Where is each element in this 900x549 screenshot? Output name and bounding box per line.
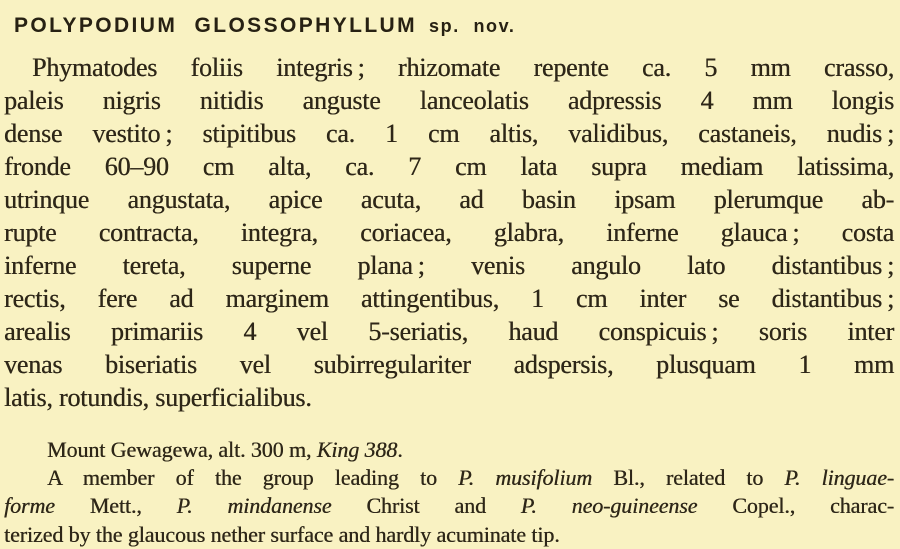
text-line	[4, 464, 894, 492]
text-segment: arealis primariis 4 vel 5-seriatis, haud conspicuis ; soris inter	[4, 317, 894, 346]
text-line	[4, 282, 894, 315]
text-segment: fronde 60–90 cm alta, ca. 7 cm lata supra mediam latissima,	[4, 152, 894, 181]
text-segment: terized by the glaucous nether surface and hardly acuminate tip.	[4, 521, 560, 547]
species-heading	[14, 8, 894, 39]
text-line	[4, 492, 894, 520]
italic-text-segment: P. neo-guineense	[520, 493, 698, 519]
text-line	[4, 183, 894, 216]
text-segment: Copel., charac-	[697, 493, 894, 519]
text-segment: .	[397, 437, 403, 462]
latin-diagnosis-paragraph	[4, 51, 894, 414]
text-line	[4, 150, 894, 183]
text-segment: A member of the group leading to	[47, 465, 459, 491]
text-line	[4, 117, 894, 150]
text-segment: Christ and	[331, 493, 521, 519]
italic-text-segment: King 388	[316, 437, 398, 462]
italic-text-segment: P. mindanense	[176, 493, 332, 519]
text-segment: latis, rotundis, superficialibus.	[4, 383, 312, 412]
text-segment: paleis nigris nitidis anguste lanceolatis adpressis 4 mm longis	[4, 86, 894, 115]
text-line	[4, 521, 894, 549]
text-segment: Mount Gewagewa, alt. 300 m,	[47, 437, 317, 462]
text-segment: Mett.,	[54, 493, 177, 519]
text-segment: utrinque angustata, apice acuta, ad basin ipsam plerumque ab-	[4, 185, 894, 214]
text-line	[4, 381, 894, 414]
species-rank: sp. nov.	[429, 16, 516, 36]
text-line	[4, 51, 894, 84]
italic-text-segment: forme	[4, 493, 55, 519]
text-segment: rectis, fere ad marginem attingentibus, 1 cm inter se distantibus ;	[4, 284, 894, 313]
text-line	[4, 84, 894, 117]
italic-text-segment: P. linguae-	[784, 465, 894, 491]
text-line	[4, 436, 894, 464]
text-segment: rupte contracta, integra, coriacea, glabra, inferne glauca ; costa	[4, 218, 894, 247]
text-segment: inferne tereta, superne plana ; venis angulo lato distantibus ;	[4, 251, 894, 280]
text-line	[4, 216, 894, 249]
text-segment: venas biseriatis vel subirregulariter adspersis, plusquam 1 mm	[4, 350, 894, 379]
text-line	[4, 315, 894, 348]
species-name: POLYPODIUM GLOSSOPHYLLUM	[14, 14, 418, 37]
text-segment: Phymatodes foliis integris ; rhizomate repente ca. 5 mm crasso,	[32, 53, 894, 82]
text-line	[4, 249, 894, 282]
text-segment: dense vestito ; stipitibus ca. 1 cm altis, validibus, castaneis, nudis ;	[4, 119, 894, 148]
collection-and-remarks-paragraph	[4, 436, 894, 549]
text-line	[4, 348, 894, 381]
italic-text-segment: P. musifolium	[458, 465, 593, 491]
text-segment: Bl., related to	[592, 465, 785, 491]
